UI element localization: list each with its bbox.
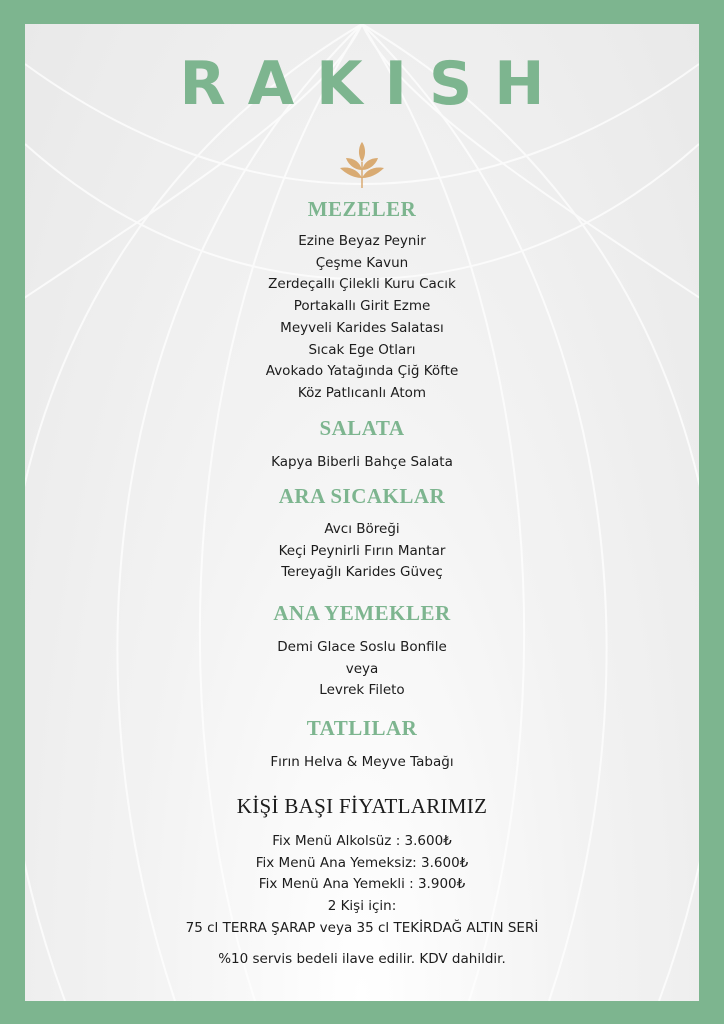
section-items-salata bbox=[25, 452, 699, 474]
section-items-tatlilar bbox=[25, 752, 699, 774]
prices-title: KİŞİ BAŞI FİYATLARIMIZ bbox=[236, 794, 488, 818]
menu-item: veya bbox=[345, 660, 379, 677]
section-title-salata: SALATA bbox=[319, 416, 405, 440]
price-line: 75 cl TERRA ŞARAP veya 35 cl TEKİRDAĞ ALTIN SERİ bbox=[185, 919, 539, 936]
menu-item: Çeşme Kavun bbox=[315, 254, 409, 271]
menu-item: Demi Glace Soslu Bonfile bbox=[277, 639, 447, 655]
menu-item: Kapya Biberli Bahçe Salata bbox=[271, 454, 453, 470]
section-title-mezeler: MEZELER bbox=[307, 197, 417, 221]
price-line: Fix Menü Ana Yemekli : 3.900₺ bbox=[258, 876, 466, 893]
brand-logo: RAKISH bbox=[179, 49, 567, 119]
price-line: Fix Menü Ana Yemeksiz: 3.600₺ bbox=[255, 854, 469, 871]
section-title-ana-yemekler: ANA YEMEKLER bbox=[273, 601, 451, 625]
price-line: Fix Menü Alkolsüz : 3.600₺ bbox=[272, 833, 452, 849]
menu-item: Sıcak Ege Otları bbox=[308, 341, 416, 358]
section-items-ana-yemekler bbox=[25, 637, 699, 702]
menu-item: Avcı Böreği bbox=[324, 521, 400, 537]
menu-item: Keçi Peynirli Fırın Mantar bbox=[278, 542, 446, 559]
menu-item: Meyveli Karides Salatası bbox=[280, 319, 444, 336]
menu-item: Zerdeçallı Çilekli Kuru Cacık bbox=[268, 276, 456, 293]
section-title-ara-sicaklar: ARA SICAKLAR bbox=[278, 484, 446, 508]
menu-item: Ezine Beyaz Peynir bbox=[298, 233, 426, 249]
menu-item: Avokado Yatağında Çiğ Köfte bbox=[265, 363, 459, 380]
section-items-ara-sicaklar bbox=[25, 519, 699, 584]
menu-item: Levrek Fileto bbox=[319, 682, 405, 699]
service-note: %10 servis bedeli ilave edilir. KDV dahildir. bbox=[218, 951, 506, 967]
price-list bbox=[25, 831, 699, 940]
wheat-leaf-icon bbox=[332, 140, 392, 190]
price-line: 2 Kişi için: bbox=[327, 898, 397, 915]
section-items-mezeler bbox=[25, 231, 699, 405]
menu-item: Tereyağlı Karides Güveç bbox=[281, 564, 443, 581]
menu-page bbox=[25, 24, 699, 1001]
menu-item: Fırın Helva & Meyve Tabağı bbox=[270, 754, 454, 770]
menu-item: Köz Patlıcanlı Atom bbox=[297, 384, 427, 401]
section-title-tatlilar: TATLILAR bbox=[306, 716, 418, 740]
menu-item: Portakallı Girit Ezme bbox=[293, 298, 431, 315]
